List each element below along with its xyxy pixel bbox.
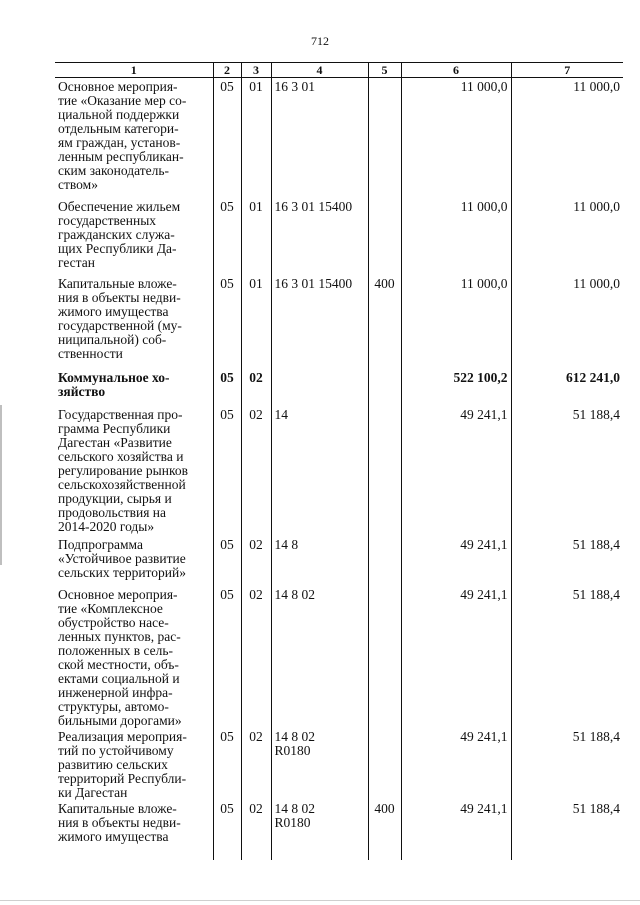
expense-type-cell: 400: [368, 275, 401, 369]
row-name-cell: Обеспечение жильем государственных гражданских служа- щих Республики Да- гестан: [58, 198, 181, 270]
header-row: [55, 63, 623, 78]
target-article-cell: 14 8 02: [271, 586, 368, 728]
page-number: 712: [311, 34, 329, 48]
budget-table: [55, 62, 623, 860]
subsection-code-cell: 02: [241, 800, 271, 860]
row-name-cell: Реализация мероприя- тий по устойчивому развитию сельских территорий Республи- ки Дагестан: [58, 728, 187, 800]
amount-year1-cell: 49 241,1: [401, 586, 511, 728]
subsection-code-cell: 02: [241, 369, 271, 406]
row-name-cell: Подпрограмма «Устойчивое развитие сельских территорий»: [58, 536, 186, 580]
table-row: [55, 275, 623, 369]
expense-type-cell: [368, 78, 401, 198]
amount-year2-cell: 11 000,0: [511, 78, 623, 198]
target-article-cell: 14: [271, 406, 368, 536]
row-name-cell: Основное мероприя- тие «Оказание мер со- циальной поддержки отдельным категори- ям граждан, установ- ленным республикан- ским законодатель- ством»: [58, 79, 187, 192]
column-header: 3: [241, 63, 271, 78]
section-code-cell: 05: [213, 406, 241, 536]
target-article-cell: 16 3 01 15400: [271, 198, 368, 275]
table-row: [55, 728, 623, 800]
table-row: [55, 406, 623, 536]
expense-type-cell: [368, 369, 401, 406]
bottom-divider: [0, 900, 640, 901]
column-header: 5: [368, 63, 401, 78]
expense-type-cell: [368, 198, 401, 275]
amount-year1-cell: 11 000,0: [401, 78, 511, 198]
amount-year1-cell: 49 241,1: [401, 728, 511, 800]
subsection-code-cell: 02: [241, 406, 271, 536]
amount-year1-cell: 522 100,2: [401, 369, 511, 406]
amount-year1-cell: 49 241,1: [401, 406, 511, 536]
table-row: [55, 586, 623, 728]
section-code-cell: 05: [213, 728, 241, 800]
section-code-cell: 05: [213, 275, 241, 369]
amount-year2-cell: 11 000,0: [511, 275, 623, 369]
table-row: [55, 369, 623, 406]
subsection-code-cell: 01: [241, 275, 271, 369]
scan-edge-mark: [0, 405, 2, 565]
expense-type-cell: [368, 406, 401, 536]
amount-year2-cell: 51 188,4: [511, 406, 623, 536]
target-article-cell: 16 3 01 15400: [271, 275, 368, 369]
amount-year1-cell: 11 000,0: [401, 198, 511, 275]
expense-type-cell: 400: [368, 800, 401, 860]
target-article-cell: [271, 369, 368, 406]
section-code-cell: 05: [213, 536, 241, 586]
column-header: 1: [55, 63, 213, 78]
expense-type-cell: [368, 536, 401, 586]
section-code-cell: 05: [213, 198, 241, 275]
row-name-cell: Основное мероприя- тие «Комплексное обустройство насе- ленных пунктов, рас- положенных в сель- ской местности, объ- ектами социальной и инженерной инфра- структуры, автомо- бильными дорогами»: [58, 586, 182, 728]
section-code-cell: 05: [213, 78, 241, 198]
amount-year2-cell: 51 188,4: [511, 586, 623, 728]
table-row: [55, 78, 623, 198]
row-name-cell: Государственная про- грамма Республики Дагестан «Развитие сельского хозяйства и регулирование рынков сельскохозяйственной продукции, сырья и продовольствия на 2014-2020 годы»: [58, 406, 188, 534]
section-code-cell: 05: [213, 800, 241, 860]
subsection-code-cell: 01: [241, 78, 271, 198]
target-article-cell: 16 3 01: [271, 78, 368, 198]
section-code-cell: 05: [213, 369, 241, 406]
column-header: 4: [271, 63, 368, 78]
row-name-cell: Коммунальное хо- зяйство: [58, 369, 170, 399]
amount-year1-cell: 49 241,1: [401, 536, 511, 586]
column-header: 6: [401, 63, 511, 78]
row-name-cell: Капитальные вложе- ния в объекты недви- жимого имущества: [58, 800, 181, 844]
amount-year2-cell: 51 188,4: [511, 728, 623, 800]
subsection-code-cell: 02: [241, 728, 271, 800]
table-row: [55, 536, 623, 586]
subsection-code-cell: 01: [241, 198, 271, 275]
table-row: [55, 198, 623, 275]
expense-type-cell: [368, 586, 401, 728]
row-name-cell: Капитальные вложе- ния в объекты недви- жимого имущества государственной (му- ниципальной) соб- ственности: [58, 275, 182, 361]
amount-year2-cell: 51 188,4: [511, 800, 623, 860]
amount-year1-cell: 49 241,1: [401, 800, 511, 860]
target-article-cell: 14 8 02 R0180: [271, 728, 368, 800]
section-code-cell: 05: [213, 586, 241, 728]
subsection-code-cell: 02: [241, 586, 271, 728]
target-article-cell: 14 8 02 R0180: [271, 800, 368, 860]
expense-type-cell: [368, 728, 401, 800]
subsection-code-cell: 02: [241, 536, 271, 586]
column-header: 2: [213, 63, 241, 78]
table-body: [55, 78, 623, 860]
amount-year2-cell: 612 241,0: [511, 369, 623, 406]
target-article-cell: 14 8: [271, 536, 368, 586]
amount-year2-cell: 51 188,4: [511, 536, 623, 586]
column-header: 7: [511, 63, 623, 78]
amount-year1-cell: 11 000,0: [401, 275, 511, 369]
amount-year2-cell: 11 000,0: [511, 198, 623, 275]
table-row: [55, 800, 623, 860]
